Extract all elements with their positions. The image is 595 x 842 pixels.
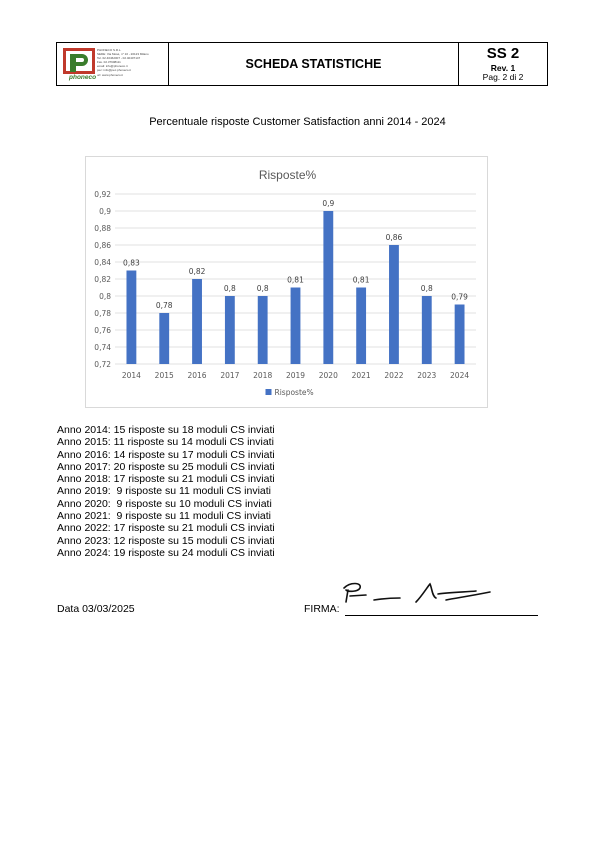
data-label: 0,86: [385, 233, 403, 242]
y-tick-label: 0,78: [94, 309, 111, 318]
y-tick-label: 0,92: [94, 190, 111, 199]
y-tick-label: 0,84: [94, 258, 111, 267]
chart-bar: [389, 245, 399, 364]
y-tick-label: 0,72: [94, 360, 111, 369]
y-tick-label: 0,82: [94, 275, 111, 284]
y-tick-label: 0,86: [94, 241, 111, 250]
list-item: Anno 2020: 9 risposte su 10 moduli CS inviati: [57, 497, 272, 510]
list-item: Anno 2021: 9 risposte su 11 moduli CS inviati: [57, 510, 272, 523]
x-tick-label: 2020: [318, 371, 338, 380]
x-tick-label: 2017: [220, 371, 240, 380]
company-info-line: Fax. 02.37908111: [97, 60, 121, 65]
list-item: Anno 2022: 17 risposte su 21 moduli CS inviati: [57, 522, 275, 535]
list-item: Anno 2018: 17 risposte su 21 moduli CS inviati: [57, 473, 275, 486]
y-tick-label: 0,88: [94, 224, 111, 233]
company-info-line: Tel. 02.40462007 - 02.40407147: [97, 56, 141, 61]
x-tick-label: 2016: [187, 371, 207, 380]
company-info-line: pec: info@pec.phoneco.it: [97, 68, 131, 73]
chart-bar: [323, 211, 333, 364]
document-revision: Rev. 1: [490, 62, 516, 73]
chart-bar: [225, 296, 235, 364]
chart-container: [85, 156, 488, 408]
list-item: Anno 2014: 15 risposte su 18 moduli CS inviati: [57, 424, 275, 436]
company-info-line: email: info@phoneco.it: [97, 64, 128, 69]
x-tick-label: 2018: [253, 371, 273, 380]
x-tick-label: 2021: [351, 371, 371, 380]
x-tick-label: 2019: [285, 371, 306, 380]
x-tick-label: 2015: [154, 371, 174, 380]
logo-brand-text: phoneco: [69, 74, 97, 81]
x-tick-label: 2014: [121, 371, 141, 380]
section-heading: Percentuale risposte Customer Satisfaction anni 2014 - 2024: [149, 116, 446, 128]
yearly-responses-list: [57, 424, 275, 559]
document-date: Data 03/03/2025: [57, 603, 135, 615]
chart-bar: [192, 279, 202, 364]
y-tick-label: 0,76: [94, 326, 111, 335]
chart-title: Risposte%: [258, 168, 317, 182]
signature-label: FIRMA:: [304, 603, 340, 615]
y-tick-label: 0,8: [99, 292, 111, 301]
company-info-line: PHONECO S.R.L.: [97, 48, 122, 52]
list-item: Anno 2017: 20 risposte su 25 moduli CS inviati: [57, 460, 275, 473]
list-item: Anno 2023: 12 risposte su 15 moduli CS inviati: [57, 534, 275, 547]
page-number: Pag. 2 di 2: [482, 71, 524, 82]
bar-chart: [86, 157, 489, 409]
list-item: Anno 2016: 14 risposte su 17 moduli CS inviati: [57, 448, 275, 461]
company-info-line: url: www.phoneco.it: [97, 72, 124, 77]
x-tick-label: 2022: [384, 371, 404, 380]
chart-bar: [356, 288, 366, 365]
chart-bar: [291, 288, 301, 365]
document-code-block: [459, 43, 547, 85]
data-label: 0,79: [451, 292, 468, 302]
legend-label: Risposte%: [274, 388, 314, 397]
data-label: 0,81: [352, 275, 370, 285]
document-code: SS 2: [486, 45, 520, 63]
list-item: Anno 2019: 9 risposte su 11 moduli CS inviati: [57, 485, 272, 498]
data-label: 0,8: [223, 284, 236, 293]
data-label: 0,9: [322, 199, 335, 208]
list-item: Anno 2015: 11 risposte su 14 moduli CS inviati: [57, 436, 274, 449]
company-logo: [57, 43, 169, 85]
handwritten-signature: [340, 578, 500, 612]
y-tick-label: 0,9: [99, 207, 111, 216]
chart-bar: [126, 271, 136, 365]
y-tick-label: 0,74: [94, 343, 111, 352]
signature-line: [345, 615, 538, 616]
company-info-line: SEDE: Via Mosè, n° 10 - 20123 Milano: [97, 52, 149, 57]
legend-swatch: [266, 389, 272, 395]
data-label: 0,83: [123, 258, 140, 268]
data-label: 0,8: [420, 284, 433, 293]
x-tick-label: 2024: [450, 371, 470, 380]
company-info: [97, 48, 167, 77]
chart-bar: [455, 305, 465, 365]
data-label: 0,82: [188, 267, 206, 276]
document-title: SCHEDA STATISTICHE: [169, 43, 459, 85]
data-label: 0,81: [287, 275, 304, 285]
document-header: [56, 42, 548, 86]
x-tick-label: 2023: [417, 371, 437, 380]
chart-bar: [159, 313, 169, 364]
chart-bar: [258, 296, 268, 364]
data-label: 0,8: [256, 284, 269, 293]
data-label: 0,78: [155, 301, 173, 310]
chart-bar: [422, 296, 432, 364]
list-item: Anno 2024: 19 risposte su 24 moduli CS inviati: [57, 546, 275, 559]
